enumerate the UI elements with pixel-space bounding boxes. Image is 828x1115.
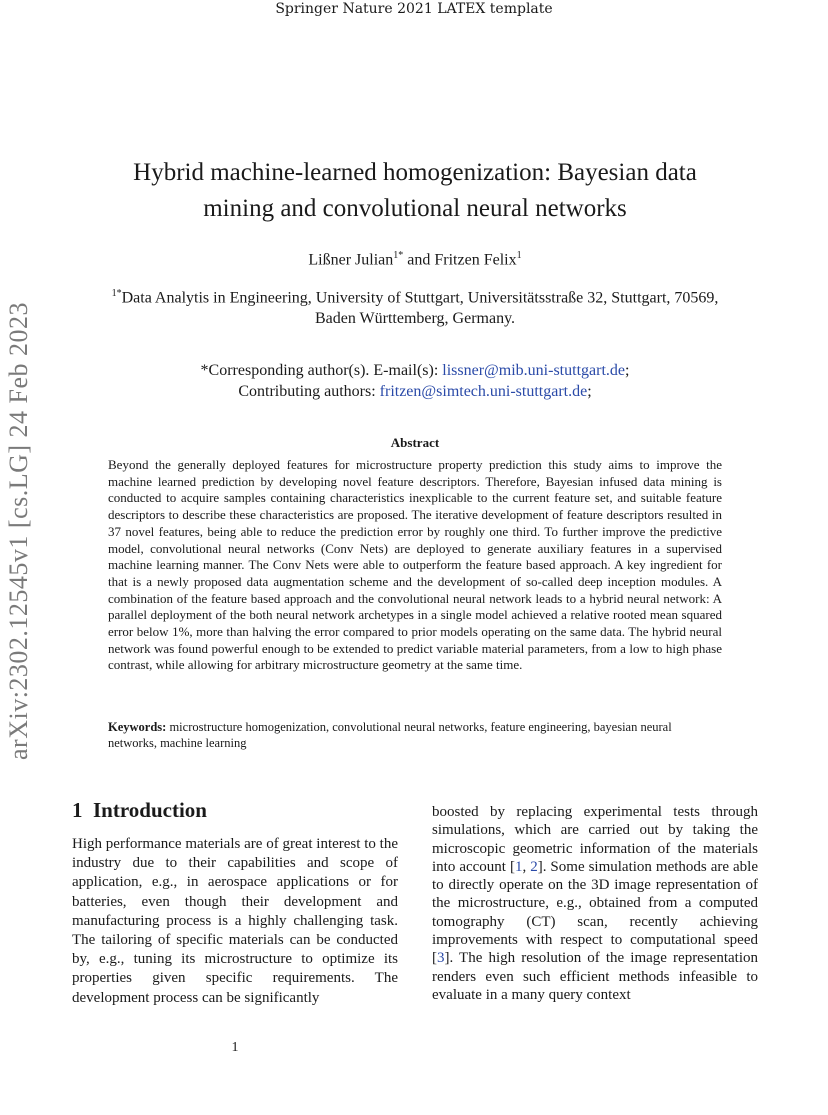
intro-right-column — [432, 803, 758, 1004]
citation-link[interactable]: 2 — [530, 858, 538, 875]
citation-link[interactable]: 3 — [437, 950, 445, 967]
author-name: Lißner Julian — [308, 251, 394, 269]
section-number: 1 — [72, 798, 83, 822]
keywords — [108, 719, 722, 751]
affiliation-mark: 1* — [111, 288, 122, 299]
keywords-label: Keywords: — [108, 720, 167, 734]
contributing-label: Contributing authors: — [238, 383, 380, 400]
page-number: 1 — [231, 1040, 239, 1055]
intro-text: ]. The high resolution of the image representation renders even such efficient methods infeasible to evaluate in a many query context — [432, 950, 758, 1003]
citation-link[interactable]: 1 — [514, 858, 523, 875]
corresponding-label: *Corresponding author(s). E-mail(s): — [200, 362, 443, 379]
paper-title: Hybrid machine-learned homogenization: Bayesian data mining and convolutional neural networks — [133, 159, 697, 222]
arxiv-stamp: arXiv:2302.12545v1 [cs.LG] 24 Feb 2023 — [4, 301, 33, 760]
section-title: Introduction — [93, 798, 207, 822]
intro-left-column: High performance materials are of great interest to the industry due to their capabilities and scope of application, e.g., in aerospace applications or for batteries, even though their development and manufacturing process is a highly challenging task. The tailoring of specific materials can be conducted by, e.g., tuning its microstructure to optimize its properties given specific requirements. The development process can be significantly — [72, 836, 398, 1006]
contributing-end: ; — [587, 383, 592, 400]
corresponding-line — [100, 360, 730, 381]
corresponding-email-link[interactable]: lissner@mib.uni-stuttgart.de — [442, 362, 625, 379]
abstract-heading: Abstract — [390, 435, 440, 450]
affiliation-text: Data Analytis in Engineering, University of Stuttgart, Universitätsstraße 32, Stuttgart, 70569, Baden Württemberg, Germany. — [121, 289, 719, 328]
author-joiner: and — [403, 251, 435, 269]
author-name: Fritzen Felix — [434, 251, 517, 269]
correspondence — [100, 360, 730, 402]
author-affil-mark: 1 — [516, 250, 522, 261]
section-heading — [72, 798, 207, 823]
running-head: Springer Nature 2021 LATEX template — [275, 1, 553, 17]
contributing-line — [100, 381, 730, 402]
corresponding-end: ; — [625, 362, 630, 379]
contributing-email-link[interactable]: fritzen@simtech.uni-stuttgart.de — [379, 383, 588, 400]
affiliation — [90, 283, 740, 329]
author-affil-mark: 1* — [393, 250, 404, 261]
citation-separator: , — [522, 858, 531, 875]
intro-text: ]. Some simulation methods are able to directly operate on the 3D image representation of the microstructure, e.g., obtained from a computed tomography (CT) scan, recently achieving improvements with respect to computational speed [ — [432, 858, 759, 967]
abstract-text: Beyond the generally deployed features for microstructure property prediction this study aims to improve the machine learned prediction by developing novel feature descriptors. Therefore, Bayesian infused data mining is conducted to acquire samples containing characteristics inexplicable to the current feature set, and suitable feature descriptors to describe these characteristics are proposed. The iterative development of feature descriptors resulted in 37 novel features, being able to reduce the prediction error by roughly one third. To further improve the predictive model, convolutional neural networks (Conv Nets) are deployed to generate auxiliary features in a supervised machine learning manner. The Conv Nets were able to outperform the feature based approach. A key ingredient for that is a newly proposed data augmentation scheme and the development of so-called deep inception modules. A combination of the feature based approach and the convolutional neural network leads to a hybrid neural network: A parallel deployment of the both neural network archetypes in a single model achieved a relative rooted mean squared error below 1%, more than halving the error compared to prior models operating on the same data. The hybrid neural network was found powerful enough to be extended to predict variable material parameters, from a low to high phase contrast, while allowing for arbitrary microstructure geometry at the same time. — [108, 457, 722, 673]
author-list — [100, 250, 730, 269]
intro-text: boosted by replacing experimental tests through simulations, which are carried out by taking the microscopic geometric information of the materials into account [ — [432, 804, 758, 875]
keywords-text: microstructure homogenization, convolutional neural networks, feature engineering, bayesian neural networks, machine learning — [108, 720, 672, 750]
